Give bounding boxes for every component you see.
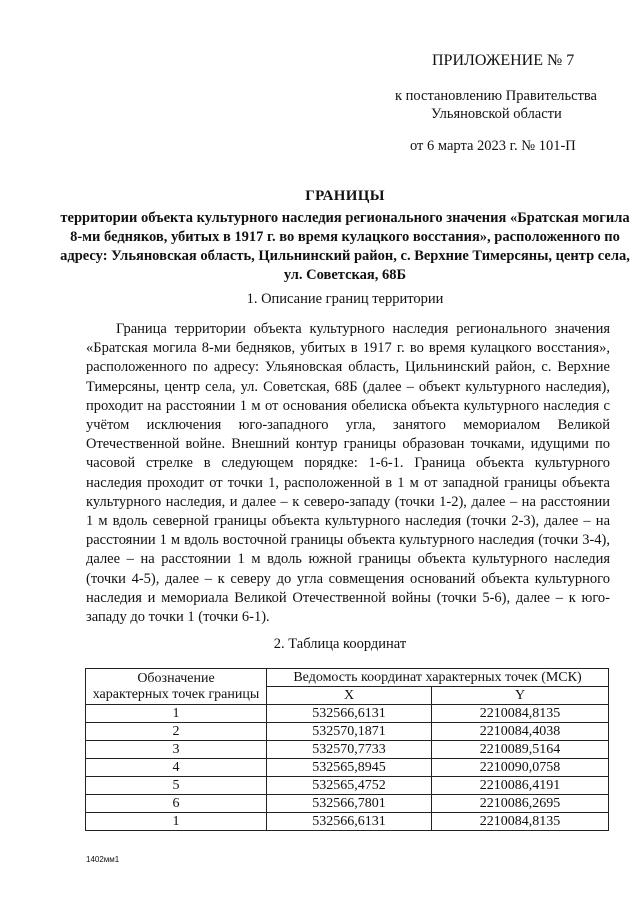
- cell-x: 532566,7801: [267, 795, 432, 813]
- cell-x: 532565,4752: [267, 777, 432, 795]
- cell-point: 5: [86, 777, 267, 795]
- cell-y: 2210086,2695: [432, 795, 609, 813]
- table-row: [86, 759, 609, 777]
- coordinates-table: [85, 668, 609, 831]
- cell-point: 1: [86, 705, 267, 723]
- cell-y: 2210090,0758: [432, 759, 609, 777]
- cell-point: 1: [86, 813, 267, 831]
- cell-x: 532570,1871: [267, 723, 432, 741]
- boundary-description-paragraph: Граница территории объекта культурного наследия регионального значения «Братская могила 8-ми бедняков, убитых в 1917 г. во время кулацкого восстания», расположенного по адресу: Ульяновская область, Цильнинский район, с. Верхние Тимерсяны, центр села, ул. Советская, 68Б (далее – объект культурного наследия), проходит на расстоянии 1 м от основания обелиска объекта культурного наследия с учётом исключения юго-западного угла, занятого мемориалом Великой Отечественной войне. Внешний контур границы образован точками, идущими по часовой стрелке в следующем порядке: 1-6-1. Граница объекта культурного наследия проходит от точки 1, расположенной в 1 м от западной границы объекта культурного наследия, и далее – к северо-западу (точки 1-2), далее – на расстоянии 1 м вдоль северной границы объекта культурного наследия (точки 2-3), далее – на расстоянии 1 м вдоль восточной границы объекта культурного наследия (точки 3-4), далее – на расстоянии 1 м вдоль южной границы объекта культурного наследия (точки 4-5), далее – к северу до угла совмещения оснований объекта культурного наследия и мемориала Великой Отечественной войны (точки 5-6), далее – к юго-западу до точки 1 (точки 6-1).: [86, 321, 610, 626]
- cell-y: 2210084,8135: [432, 813, 609, 831]
- header-x: X: [267, 687, 432, 705]
- table-row: [86, 741, 609, 759]
- footer-document-code: 1402мм1: [86, 855, 120, 864]
- cell-y: 2210084,8135: [432, 705, 609, 723]
- document-title-block: [60, 188, 630, 285]
- section-heading-coordinates: 2. Таблица координат: [273, 636, 407, 652]
- cell-point: 6: [86, 795, 267, 813]
- table-row: [86, 795, 609, 813]
- section-heading-boundaries: 1. Описание границ территории: [246, 291, 444, 307]
- table-row: [86, 723, 609, 741]
- table-row: [86, 777, 609, 795]
- cell-x: 532570,7733: [267, 741, 432, 759]
- header-point-designation: [86, 669, 267, 705]
- table-row: [86, 813, 609, 831]
- cell-y: 2210086,4191: [432, 777, 609, 795]
- appendix-label: ПРИЛОЖЕНИЕ № 7: [432, 52, 575, 69]
- header-y: Y: [432, 687, 609, 705]
- cell-y: 2210089,5164: [432, 741, 609, 759]
- document-subtitle: территории объекта культурного наследия регионального значения «Братская могила 8-ми бедняков, убитых в 1917 г. во время кулацкого восстания», расположенного по адресу: Ульяновская область, Цильнинский район, с. Верхние Тимерсяны, центр села, ул. Советская, 68Б: [60, 210, 630, 283]
- header-point-line2: характерных точек границы: [92, 686, 260, 702]
- document-title: ГРАНИЦЫ: [305, 188, 385, 204]
- decree-reference-line1: к постановлению Правительства: [395, 88, 597, 104]
- cell-y: 2210084,4038: [432, 723, 609, 741]
- cell-x: 532566,6131: [267, 705, 432, 723]
- header-coordinates: Ведомость координат характерных точек (МСК): [267, 669, 609, 687]
- cell-point: 4: [86, 759, 267, 777]
- table-row: [86, 705, 609, 723]
- decree-date: от 6 марта 2023 г. № 101-П: [410, 138, 576, 154]
- cell-point: 3: [86, 741, 267, 759]
- cell-point: 2: [86, 723, 267, 741]
- decree-reference-line2: Ульяновской области: [431, 106, 562, 122]
- header-point-line1: Обозначение: [137, 670, 215, 686]
- cell-x: 532565,8945: [267, 759, 432, 777]
- cell-x: 532566,6131: [267, 813, 432, 831]
